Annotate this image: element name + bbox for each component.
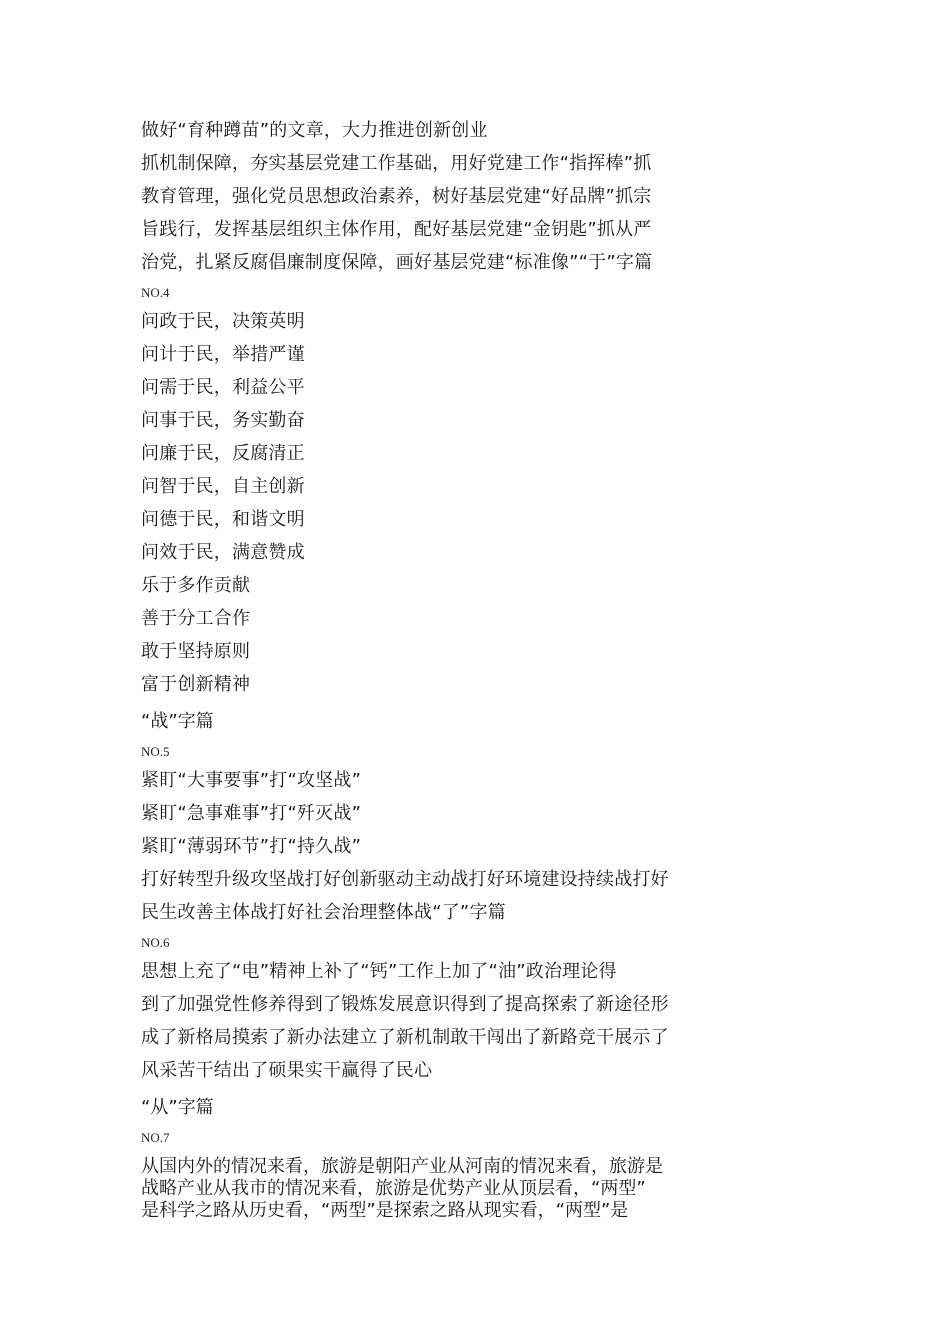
paragraph-block-1 [141,114,701,279]
paragraph-block-2 [141,305,701,701]
document-body [141,114,701,1222]
text-line: 问需于民，利益公平 [141,377,305,398]
text-line: 紧盯“大事要事”打“攻坚战” [141,770,362,791]
text-line: 打好转型升级攻坚战打好创新驱动主动战打好环境建设持续战打好 [141,869,669,890]
text-line: 乐于多作贡献 [141,575,251,596]
section-number-4: NO.4 [141,285,170,300]
text-line: 做好“育种蹲苗”的文章，大力推进创新创业 [141,120,488,141]
text-line: 紧盯“薄弱环节”打“持久战” [141,836,362,857]
paragraph-block-3 [141,764,701,929]
text-line: 从国内外的情况来看，旅游是朝阳产业从河南的情况来看，旅游是 [141,1156,663,1177]
section-number-6: NO.6 [141,935,170,950]
text-line: 旨践行，发挥基层组织主体作用，配好基层党建“金钥匙”抓从严 [141,219,652,240]
text-line: 问智于民，自主创新 [141,476,305,497]
text-line: 风采苦干结出了硕果实干赢得了民心 [141,1060,433,1081]
text-line: 教育管理，强化党员思想政治素养，树好基层党建“好品牌”抓宗 [141,186,652,207]
text-line: 敢于坚持原则 [141,641,251,662]
section-number-5: NO.5 [141,744,170,759]
text-line: 问德于民，和谐文明 [141,509,305,530]
text-line: 战略产业从我市的情况来看，旅游是优势产业从顶层看，“两型” [141,1178,646,1199]
text-line: 是科学之路从历史看，“两型”是探索之路从现实看，“两型”是 [141,1200,629,1221]
text-line: 紧盯“急事难事”打“歼灭战” [141,803,362,824]
paragraph-block-4 [141,955,701,1087]
text-line: 抓机制保障，夯实基层党建工作基础，用好党建工作“指挥棒”抓 [141,153,652,174]
text-line: 问计于民，举措严谨 [141,344,305,365]
text-line: 善于分工合作 [141,608,251,629]
section-number-7: NO.7 [141,1130,170,1145]
paragraph-block-5 [141,1156,701,1222]
text-line: 问政于民，决策英明 [141,311,305,332]
section-heading-cong: “从”字篇 [141,1097,214,1118]
section-heading-zhan: “战”字篇 [141,711,214,732]
text-line: 富于创新精神 [141,674,251,695]
text-line: 到了加强党性修养得到了锻炼发展意识得到了提高探索了新途径形 [141,994,669,1015]
text-line: 成了新格局摸索了新办法建立了新机制敢干闯出了新路竞干展示了 [141,1027,669,1048]
text-line: 思想上充了“电”精神上补了“钙”工作上加了“油”政治理论得 [141,961,617,982]
text-line: 民生改善主体战打好社会治理整体战“了”字篇 [141,902,506,923]
text-line: 问廉于民，反腐清正 [141,443,305,464]
text-line: 问事于民，务实勤奋 [141,410,305,431]
text-line: 治党，扎紧反腐倡廉制度保障，画好基层党建“标准像”“于”字篇 [141,252,653,273]
text-line: 问效于民，满意赞成 [141,542,305,563]
